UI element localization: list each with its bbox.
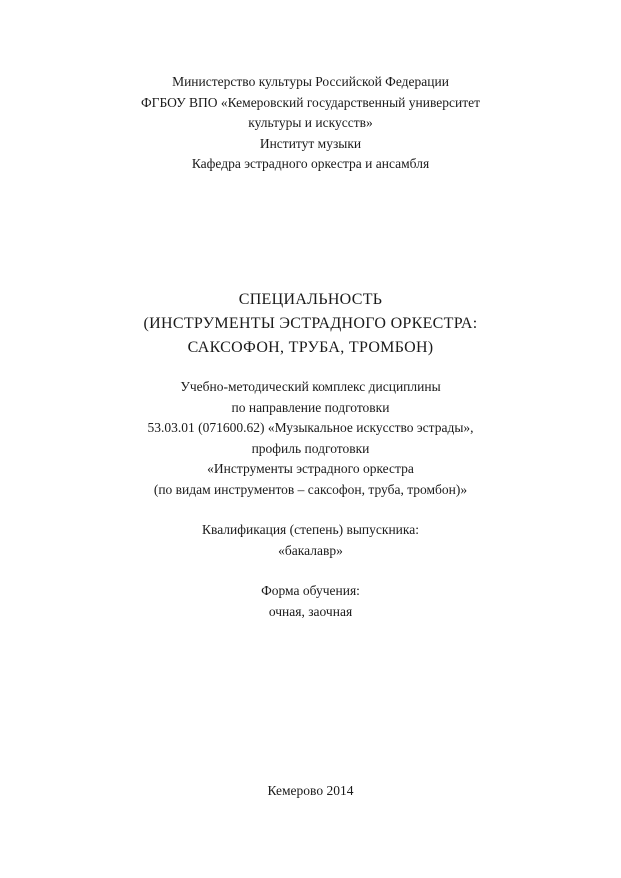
institute-line: Институт музыки [259, 135, 362, 151]
qualification-section [0, 520, 621, 561]
description-line-5: «Инструменты эстрадного оркестра [207, 461, 414, 476]
ministry-line: Министерство культуры Российской Федерации [172, 74, 449, 89]
study-form-label: Форма обучения: [261, 583, 360, 598]
document-footer [0, 781, 621, 802]
description-line-6: (по видам инструментов – саксофон, труба, тромбон)» [153, 481, 468, 497]
description-line-2: по направление подготовки [231, 399, 390, 415]
city-year: Кемерово 2014 [267, 783, 354, 798]
study-form-section [0, 581, 621, 622]
description-line-3: 53.03.01 (071600.62) «Музыкальное искусство эстрады», [147, 420, 474, 435]
title-line-2: (ИНСТРУМЕНТЫ ЭСТРАДНОГО ОРКЕСТРА: [143, 315, 478, 332]
department-line: Кафедра эстрадного оркестра и ансамбля [191, 156, 430, 171]
qualification-value: «бакалавр» [278, 542, 343, 558]
document-description [0, 377, 621, 500]
study-form-value: очная, заочная [268, 603, 353, 619]
description-line-1: Учебно-методический комплекс дисциплины [180, 379, 441, 394]
university-line-2: культуры и искусств» [248, 115, 373, 130]
university-line-1: ФГБОУ ВПО «Кемеровский государственный университет [140, 94, 481, 110]
description-line-4: профиль подготовки [251, 440, 370, 456]
title-line-1: СПЕЦИАЛЬНОСТЬ [238, 291, 383, 308]
title-line-3: САКСОФОН, ТРУБА, ТРОМБОН) [187, 339, 434, 356]
institution-header [0, 72, 621, 175]
document-title [0, 288, 621, 360]
qualification-label: Квалификация (степень) выпускника: [202, 522, 419, 537]
